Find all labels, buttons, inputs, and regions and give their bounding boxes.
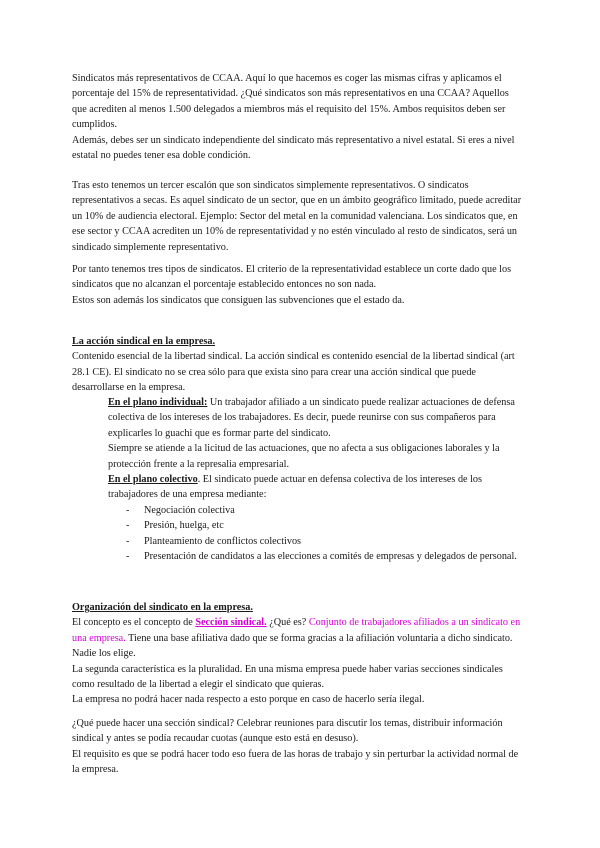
plano-individual-label: En el plano individual: [108, 397, 208, 408]
plano-colectivo-text: . El sindicato puede actuar en defensa colectiva de los intereses de los trabajadores de una empresa mediante: [108, 474, 482, 501]
dash-bullet: - [126, 551, 130, 563]
intro-paragraph-2: Además, debes ser un sindicato independiente del sindicato más representativo a nivel estatal. Si eres a nivel estatal no puedes tener esa doble condición. [72, 134, 515, 162]
funciones-section [72, 716, 524, 778]
list-item-text: Presentación de candidatos a las elecciones a comités de empresas y delegados de personal. [144, 551, 517, 563]
licitud-paragraph: Siempre se atiende a la licitud de las actuaciones, que no afecta a sus obligaciones laborales y la protección frente a la represalia empresarial. [108, 443, 500, 470]
dash-bullet: - [126, 535, 130, 547]
organizacion-heading: Organización del sindicato en la empresa. [72, 602, 253, 613]
plano-individual [108, 395, 524, 441]
seccion-question: ¿Qué es? [266, 617, 309, 629]
organizacion-section [72, 600, 524, 708]
list-item [108, 549, 524, 564]
intro-section [72, 71, 524, 163]
accion-section [72, 334, 524, 396]
accion-planos [108, 395, 524, 564]
accion-paragraph-1: Contenido esencial de la libertad sindical. La acción sindical es contenido esencial de la libertad sindical (art 28.1 CE). El sindicato no se crea sólo para que exista sino para crear una acción sindical que puede desarrollarse en la empresa. [72, 351, 515, 394]
list-item [108, 503, 524, 518]
organizacion-paragraph-4: ¿Qué puede hacer una sección sindical? Celebrar reuniones para discutir los temas, distribuir información sindical y antes se podía recaudar cuotas (aunque esto está en desuso). [72, 718, 503, 745]
list-item-text: Negociación colectiva [144, 504, 235, 516]
dash-bullet: - [126, 520, 130, 532]
plano-colectivo [108, 472, 524, 503]
accion-heading: La acción sindical en la empresa. [72, 336, 216, 347]
intro-paragraph-3: Tras esto tenemos un tercer escalón que son sindicatos simplemente representativos. O sindicatos representativos a secas. Es aquel sindicato de un sector, que en un ámbito geográfico limitado, puede acreditar un 10% de audiencia electoral. Ejemplo: Sector del metal en la comunidad valenciana. Los sindicatos que, en ese sector y CCAA acrediten un 10% de representatividad y no estén vinculado al resto de sindicatos, será un sindicado simplemente representativo. [72, 180, 522, 253]
seccion-intro-text: El concepto es el concepto de [72, 617, 196, 629]
list-item-text: Planteamiento de conflictos colectivos [144, 535, 302, 547]
medios-list [108, 503, 524, 565]
dash-bullet: - [126, 504, 130, 516]
seccion-sindical-term: Sección sindical. [195, 617, 267, 629]
plano-individual-text: Un trabajador afiliado a un sindicato puede realizar actuaciones de defensa colectiva de los intereses de los trabajadores. Es decir, puede reunirse con sus compañeros para explicarles lo guachi que es formar parte del sindicato. [108, 397, 515, 439]
organizacion-paragraph-2: La segunda característica es la pluralidad. En una misma empresa puede haber varias secciones sindicales como resultado de la libertad a elegir el sindicato que quieras. [72, 663, 503, 691]
intro-paragraph-4: Por tanto tenemos tres tipos de sindicatos. El criterio de la representatividad establece un corte dado que los sindicatos que no alcanzan el porcentaje establecido entonces no son nada. [72, 264, 512, 291]
representatividad-section [72, 178, 524, 255]
list-item [108, 518, 524, 533]
list-item-text: Presión, huelga, etc [144, 520, 224, 532]
plano-colectivo-label: En el plano colectivo [108, 474, 198, 486]
list-item [108, 534, 524, 549]
seccion-definition: Conjunto de trabajadores afiliados a un sindicato en una empresa. [72, 617, 521, 644]
tipos-section [72, 262, 524, 308]
intro-paragraph-1: Sindicatos más representativos de CCAA. Aquí lo que hacemos es coger las mismas cifras y aplicamos el porcentaje del 15% de representatividad. ¿Qué sindicatos son más representativos en una CCAA? Aquellos que acrediten al menos 1.500 delegados a miembros más el requisito del 15%. Ambos requisitos deben ser cumplidos. [72, 73, 509, 131]
intro-paragraph-5: Estos son además los sindicatos que consiguen las subvenciones que el estado da. [72, 294, 405, 306]
organizacion-paragraph-5: El requisito es que se podrá hacer todo eso fuera de las horas de trabajo y sin perturbar la actividad normal de la empresa. [72, 748, 519, 776]
seccion-explanation: Tiene una base afiliativa dado que se forma gracias a la afiliación voluntaria a dicho sindicato. Nadie los elige. [72, 632, 513, 660]
organizacion-paragraph-1 [72, 615, 524, 661]
organizacion-paragraph-3: La empresa no podrá hacer nada respecto a esto porque en caso de hacerlo sería ilegal. [72, 694, 425, 706]
